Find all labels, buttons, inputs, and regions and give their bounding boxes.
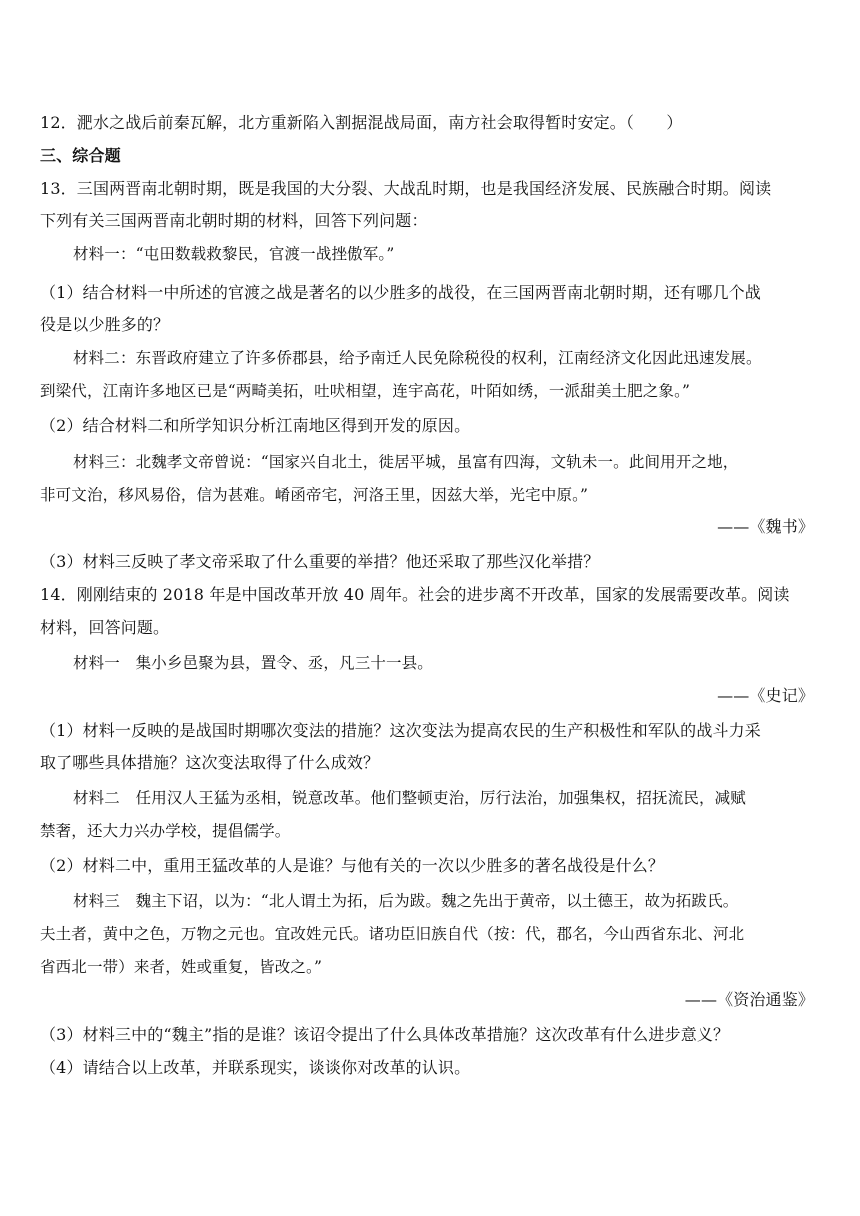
q14-intro-line1: 14．刚刚结束的 2018 年是中国改革开放 40 周年。社会的进步离不开改革，国家的发展需要改革。阅读 xyxy=(40,585,790,604)
q14-sub1-line2: 取了哪些具体措施？这次变法取得了什么成效？ xyxy=(40,753,380,772)
q14-material-1-source: ——《史记》 xyxy=(717,686,814,705)
q14-material-2-line2: 禁奢，还大力兴办学校，提倡儒学。 xyxy=(40,822,291,840)
q14-material-2-line1: 材料二 任用汉人王猛为丞相，锐意改革。他们整顿吏治，厉行法治，加强集权，招抚流民，减赋 xyxy=(73,789,746,807)
q14-sub1-line1: （1）材料一反映的是战国时期哪次变法的措施？这次变法为提高农民的生产积极性和军队的战斗力采 xyxy=(40,721,761,740)
q13-material-3-line2: 非可文治，移风易俗，信为甚难。崤函帝宅，河洛王里，因兹大举，光宅中原。” xyxy=(40,486,589,504)
q13-intro-line2: 下列有关三国两晋南北朝时期的材料，回答下列问题： xyxy=(40,211,428,230)
q14-material-3-line1: 材料三 魏主下诏，以为：“北人谓土为拓，后为跋。魏之先出于黄帝，以土德王，故为拓跋氏。 xyxy=(73,892,739,910)
section-title: 三、综合题 xyxy=(40,146,121,165)
q14-material-3-line2: 夫土者，黄中之色，万物之元也。宜改姓元氏。诸功臣旧族自代（按：代，郡名，今山西省东北、河北 xyxy=(40,925,745,943)
q14-material-1: 材料一 集小乡邑聚为县，置令、丞，凡三十一县。 xyxy=(73,654,433,672)
q14-intro-line2: 材料，回答问题。 xyxy=(40,618,170,637)
q13-sub3: （3）材料三反映了孝文帝采取了什么重要的举措？他还采取了那些汉化举措？ xyxy=(40,552,600,571)
q13-sub1-line2: 役是以少胜多的？ xyxy=(40,315,170,334)
q13-material-3-line1: 材料三：北魏孝文帝曾说：“国家兴自北土，徙居平城，虽富有四海，文轨未一。此间用开之地， xyxy=(73,453,739,471)
q14-material-3-source: ——《资治通鉴》 xyxy=(684,990,814,1009)
q13-material-3-source: ——《魏书》 xyxy=(717,517,814,536)
q13-material-2-line1: 材料二：东晋政府建立了许多侨郡县，给予南迁人民免除税役的权利，江南经济文化因此迅速发展。 xyxy=(73,349,762,367)
q14-sub4: （4）请结合以上改革，并联系现实，谈谈你对改革的认识。 xyxy=(40,1058,471,1077)
q14-sub3: （3）材料三中的“魏主”指的是谁？该诏令提出了什么具体改革措施？这次改革有什么进步意义？ xyxy=(40,1025,730,1044)
q13-material-1: 材料一：“屯田数载救黎民，官渡一战挫傲军。” xyxy=(73,245,395,263)
question-12: 12．淝水之战后前秦瓦解，北方重新陷入割据混战局面，南方社会取得暂时安定。（ ） xyxy=(40,113,683,132)
q13-material-2-line2: 到梁代，江南许多地区已是“两畸美拓，吐吠相望，连宇高花，叶陌如绣，一派甜美土肥之象。” xyxy=(40,382,691,400)
q14-sub2: （2）材料二中，重用王猛改革的人是谁？与他有关的一次以少胜多的著名战役是什么？ xyxy=(40,856,665,875)
q13-sub2: （2）结合材料二和所学知识分析江南地区得到开发的原因。 xyxy=(40,416,471,435)
q13-sub1-line1: （1）结合材料一中所述的官渡之战是著名的以少胜多的战役，在三国两晋南北朝时期，还有哪几个战 xyxy=(40,283,761,302)
q13-intro-line1: 13．三国两晋南北朝时期，既是我国的大分裂、大战乱时期，也是我国经济发展、民族融合时期。阅读 xyxy=(40,179,772,198)
q14-material-3-line3: 省西北一带）来者，姓或重复，皆改之。” xyxy=(40,958,323,976)
